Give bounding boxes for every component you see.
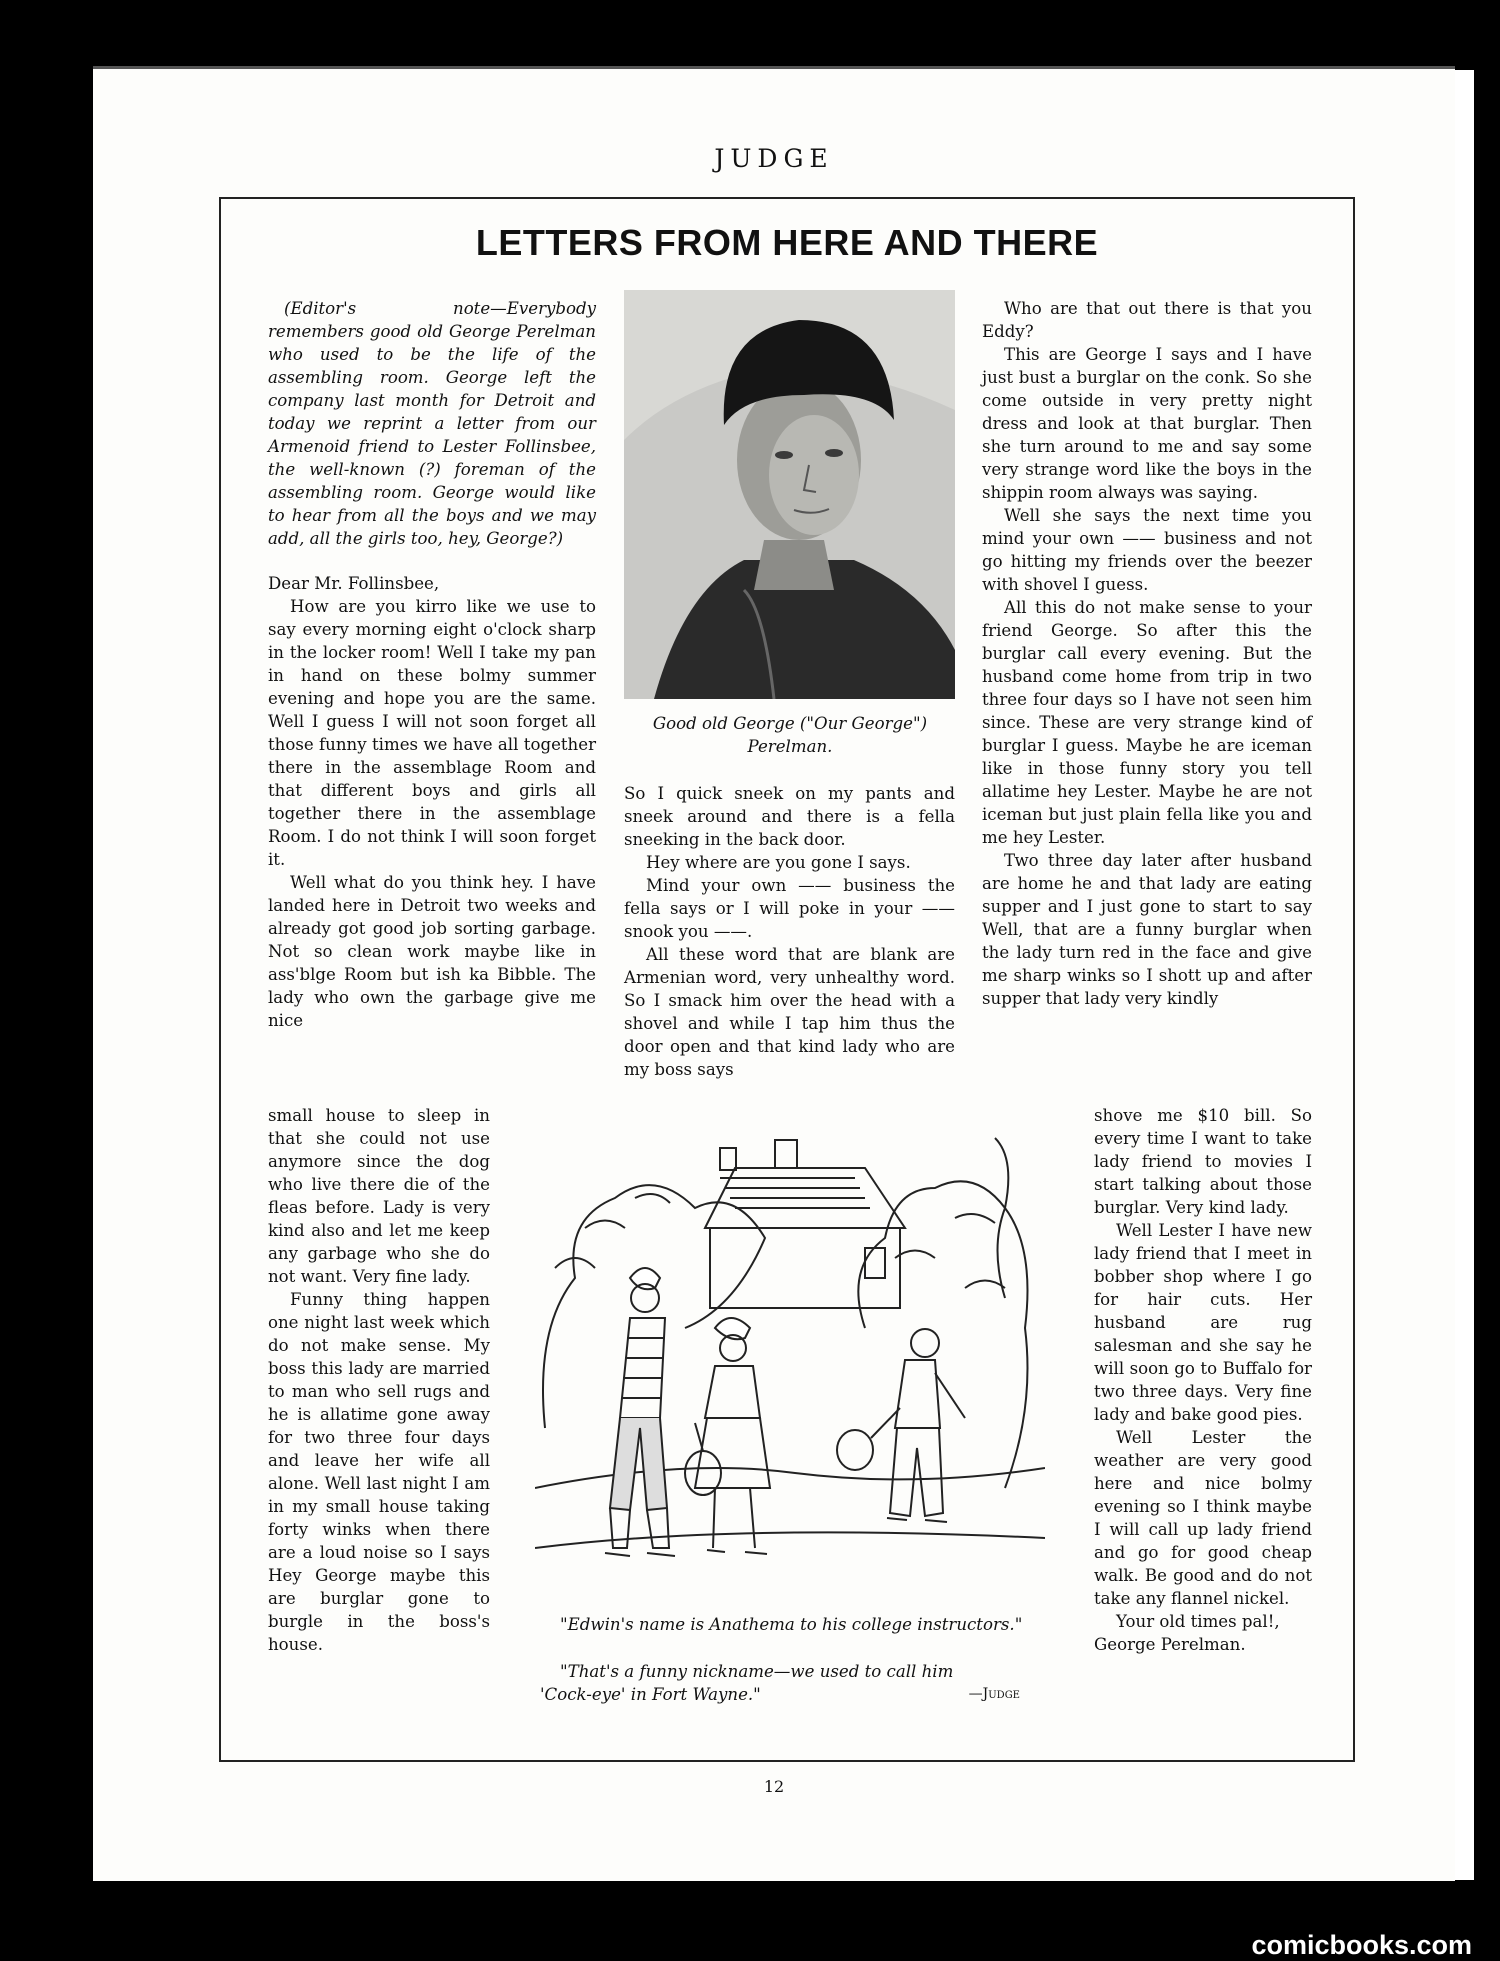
letter-paragraph: So I quick sneek on my pants and sneek around and there is a fella sneeking in the back door. bbox=[624, 784, 955, 849]
letter-paragraph: Funny thing happen one night last week which do not make sense. My boss this lady are married to man who sell rugs and he is allatime gone away for two three four days and leave her wife all alone. Well last night I am in my small house taking forty winks when there are a loud noise so I says Hey George maybe this are burglar gone to burgle in the boss's house. bbox=[268, 1290, 490, 1654]
salutation: Dear Mr. Follinsbee, bbox=[268, 574, 440, 593]
letter-paragraph: Well what do you think hey. I have landed here in Detroit two weeks and already got good job sorting garbage. Not so clean work maybe like in ass'blge Room but ish ka Bibble. The lady who own the garbage give me nice bbox=[268, 873, 596, 1030]
tennis-cartoon-drawing bbox=[535, 1128, 1045, 1600]
letter-paragraph: Who are that out there is that you Eddy? bbox=[982, 299, 1312, 341]
letter-paragraph: Hey where are you gone I says. bbox=[646, 853, 911, 872]
cartoon-caption-line-1: "Edwin's name is Anathema to his college instructors." bbox=[560, 1615, 1023, 1634]
letter-paragraph: How are you kirro like we use to say every morning eight o'clock sharp in the locker room! Well I take my pan in hand on these bolmy summer evening and hope you are the same. Well I guess I will not soon forget all those funny times we have all together there in the assemblage Room and that different boys and girls all together there in the assemblage Room. I do not think I will soon forget it. bbox=[268, 597, 596, 869]
cartoon-caption-line-2: "That's a funny nickname—we used to call him 'Cock-eye' in Fort Wayne." bbox=[540, 1662, 954, 1704]
letter-paragraph: Two three day later after husband are home he and that lady are eating supper and I just gone to start to say Well, that are a funny burglar when the lady turn red in the face and give me sharp winks so I shott up and after supper that lady very kindly bbox=[982, 851, 1312, 1008]
column-right bbox=[982, 297, 1312, 1010]
letter-paragraph: All these word that are blank are Armenian word, very unhealthy word. So I smack him over the head with a shovel and while I tap him thus the door open and that kind lady who are my boss says bbox=[624, 945, 955, 1079]
site-watermark: comicbooks.com bbox=[1251, 1930, 1472, 1960]
letter-signature: George Perelman. bbox=[1094, 1635, 1246, 1654]
letter-paragraph: Well Lester I have new lady friend that I meet in bobber shop where I go for hair cuts. Her husband are rug salesman and she say he will soon go to Buffalo for two three days. Very fine lady and bake good pies. bbox=[1094, 1221, 1312, 1424]
letter-paragraph: This are George I says and I have just bust a burglar on the conk. So she come outside in very pretty night dress and look at that burglar. Then she turn around to me and say some very strange word like the boys in the shippin room always was saying. bbox=[982, 345, 1312, 502]
magazine-header: JUDGE bbox=[714, 144, 834, 173]
column-middle bbox=[624, 782, 955, 1081]
page-number: 12 bbox=[763, 1777, 785, 1796]
letter-paragraph: Mind your own —— business the fella says or I will poke in your —— snook you ——. bbox=[624, 876, 955, 941]
letter-paragraph: small house to sleep in that she could not use anymore since the dog who live there die of the fleas before. Lady is very kind also and let me keep any garbage who she do not want. Very fine lady. bbox=[268, 1106, 490, 1286]
editor-note: (Editor's note—Everybody remembers good old George Perelman who used to be the life of the assembling room. George left the company last month for Detroit and today we reprint a letter from our Armenoid friend to Lester Follinsbee, the well-known (?) foreman of the assembling room. George would like to hear from all the boys and we may add, all the girls too, hey, George?) bbox=[268, 299, 596, 548]
cartoon-credit: —Judge bbox=[968, 1686, 1020, 1702]
letter-paragraph: shove me $10 bill. So every time I want to take lady friend to movies I start talking about those burglar. Very kind lady. bbox=[1094, 1106, 1312, 1217]
portrait-photo bbox=[624, 290, 955, 699]
column-right-narrow bbox=[1094, 1104, 1312, 1656]
photo-caption: Good old George ("Our George") Perelman. bbox=[652, 714, 928, 756]
column-left bbox=[268, 297, 596, 1032]
cartoon-illustration bbox=[535, 1128, 1045, 1600]
letter-paragraph: All this do not make sense to your friend George. So after this the burglar call every evening. But the husband come home from trip in two three four days so I have not seen him since. These are very strange kind of burglar I guess. Maybe he are iceman like in those funny story you tell allatime hey Lester. Maybe he are not iceman but just plain fella like you and me hey Lester. bbox=[982, 598, 1312, 847]
portrait-image bbox=[624, 290, 955, 699]
letter-closing: Your old times pal!, bbox=[1116, 1612, 1280, 1631]
column-left-narrow bbox=[268, 1104, 490, 1656]
letter-paragraph: Well she says the next time you mind your own —— business and not go hitting my friends over the beezer with shovel I guess. bbox=[982, 506, 1312, 594]
page-top-edge bbox=[93, 66, 1455, 69]
article-title: LETTERS FROM HERE AND THERE bbox=[475, 222, 1099, 263]
letter-paragraph: Well Lester the weather are very good here and nice bolmy evening so I think maybe I will call up lady friend and go for good cheap walk. Be good and do not take any flannel nickel. bbox=[1094, 1428, 1312, 1608]
